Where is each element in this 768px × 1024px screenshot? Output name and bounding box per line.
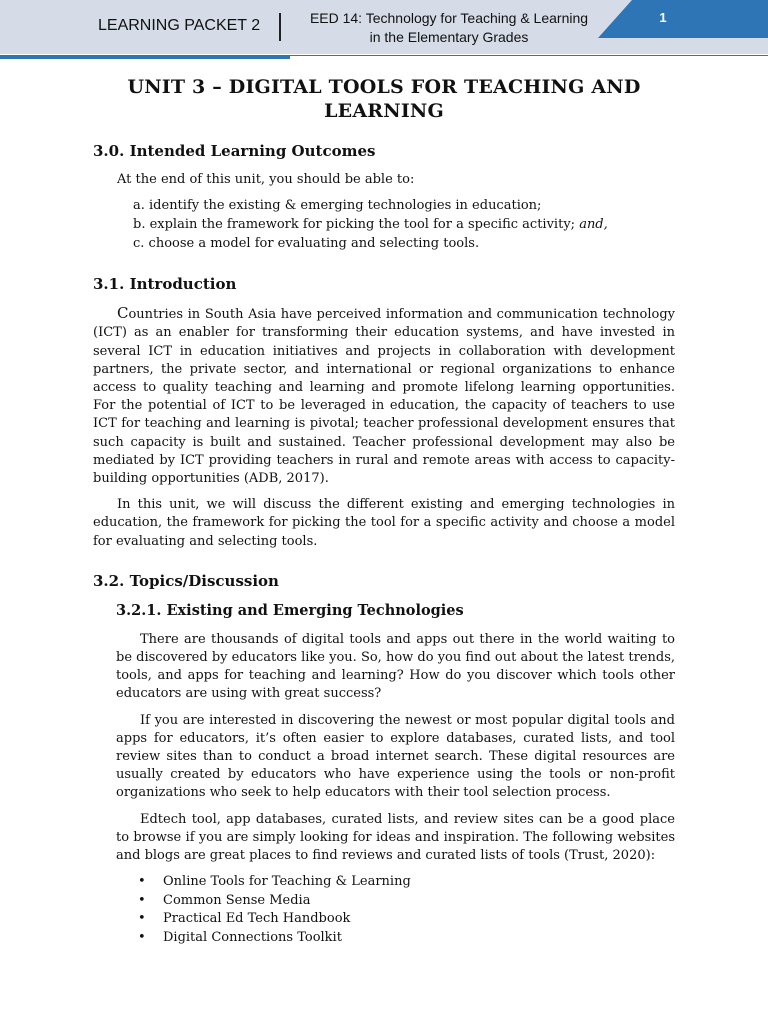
outcomes-lead: At the end of this unit, you should be able to:: [117, 172, 415, 187]
outcome-item: c. choose a model for evaluating and selecting tools.: [133, 236, 480, 252]
course-title: [290, 9, 608, 47]
section-heading-3-1: [93, 274, 675, 294]
subsection-heading-3-2-1: [116, 601, 675, 621]
intro-paragraph-1-text: ountries in South Asia have perceived information and communication technology (ICT) as an enabler for transforming their education systems, and have invested in several ICT in education initiatives and projects in collaboration with development partners, the private sector, and international or regional organizations to enhance access to quality teaching and learning and promote lifelong learning opportunities. For the potential of ICT to be leveraged in education, the capacity of teachers to use ICT for teaching and learning is pivotal; teacher professional development ensures that such capacity is built and sustained. Teacher professional development may also be mediated by ICT providing teachers in rural and remote areas with access to capacity-building opportunities (ADB, 2017).: [93, 307, 675, 487]
header-rule-accent: [0, 56, 290, 59]
resource-list-item: • Online Tools for Teaching & Learning: [138, 873, 675, 892]
outcome-item-suffix: and,: [579, 217, 608, 233]
topics-paragraph-1: There are thousands of digital tools and apps out there in the world waiting to be discovered by educators like you. So, how do you find out about the latest trends, tools, and apps for teaching and learning? How do you discover which tools other educators are using with great success?: [116, 631, 675, 702]
outcome-item-text: b. explain the framework for picking the tool for a specific activity;: [133, 217, 576, 233]
topics-paragraph-3: Edtech tool, app databases, curated lists, and review sites can be a good place to browse if you are simply looking for ideas and inspiration. The following websites and blogs are great places to find reviews and curated lists of tools (Trust, 2020):: [116, 811, 675, 864]
document-body: [93, 75, 675, 947]
section-number: 3.1.: [93, 275, 125, 294]
course-title-line1: EED 14: Technology for Teaching & Learning: [309, 10, 589, 26]
section-title: Introduction: [129, 275, 237, 294]
section-title: Intended Learning Outcomes: [129, 142, 376, 160]
page-number-tab: [598, 0, 768, 38]
outcome-item: [133, 215, 675, 234]
subsection-number: 3.2.1.: [116, 601, 162, 619]
header-divider: [279, 13, 281, 41]
section-heading-3-0: [93, 141, 675, 161]
outcome-item: a. identify the existing & emerging technologies in education;: [133, 198, 542, 214]
drop-cap: C: [117, 304, 129, 323]
unit-title-line2: LEARNING: [324, 100, 444, 122]
page-number: 1: [659, 10, 667, 25]
outcomes-list: [133, 196, 675, 253]
unit-title: [93, 75, 675, 123]
resource-list: [138, 873, 675, 947]
unit-title-line1: UNIT 3 – DIGITAL TOOLS FOR TEACHING AND: [127, 76, 641, 98]
intro-paragraph-1: [93, 304, 675, 488]
resource-list-item: • Practical Ed Tech Handbook: [138, 910, 675, 929]
packet-label: LEARNING PACKET 2: [98, 17, 261, 34]
resource-list-item: • Common Sense Media: [138, 892, 675, 911]
subsection-title: Existing and Emerging Technologies: [166, 601, 464, 619]
resource-list-item: • Digital Connections Toolkit: [138, 929, 675, 948]
topics-paragraph-2: If you are interested in discovering the newest or most popular digital tools and apps for educators, it’s often easier to explore databases, curated lists, and tool review sites than to conduct a broad internet search. These digital resources are usually created by educators who have experience using the tools or non-profit organizations who seek to help educators with their tool selection process.: [116, 712, 675, 801]
page-header: [0, 0, 768, 54]
section-number: 3.2.: [93, 571, 125, 590]
section-number: 3.0.: [93, 142, 125, 160]
section-heading-3-2: [93, 571, 675, 591]
course-title-line2: in the Elementary Grades: [369, 29, 529, 45]
intro-paragraph-2: In this unit, we will discuss the different existing and emerging technologies in education, the framework for picking the tool for a specific activity and choose a model for evaluating and selecting tools.: [93, 497, 675, 549]
section-title: Topics/Discussion: [129, 571, 279, 590]
